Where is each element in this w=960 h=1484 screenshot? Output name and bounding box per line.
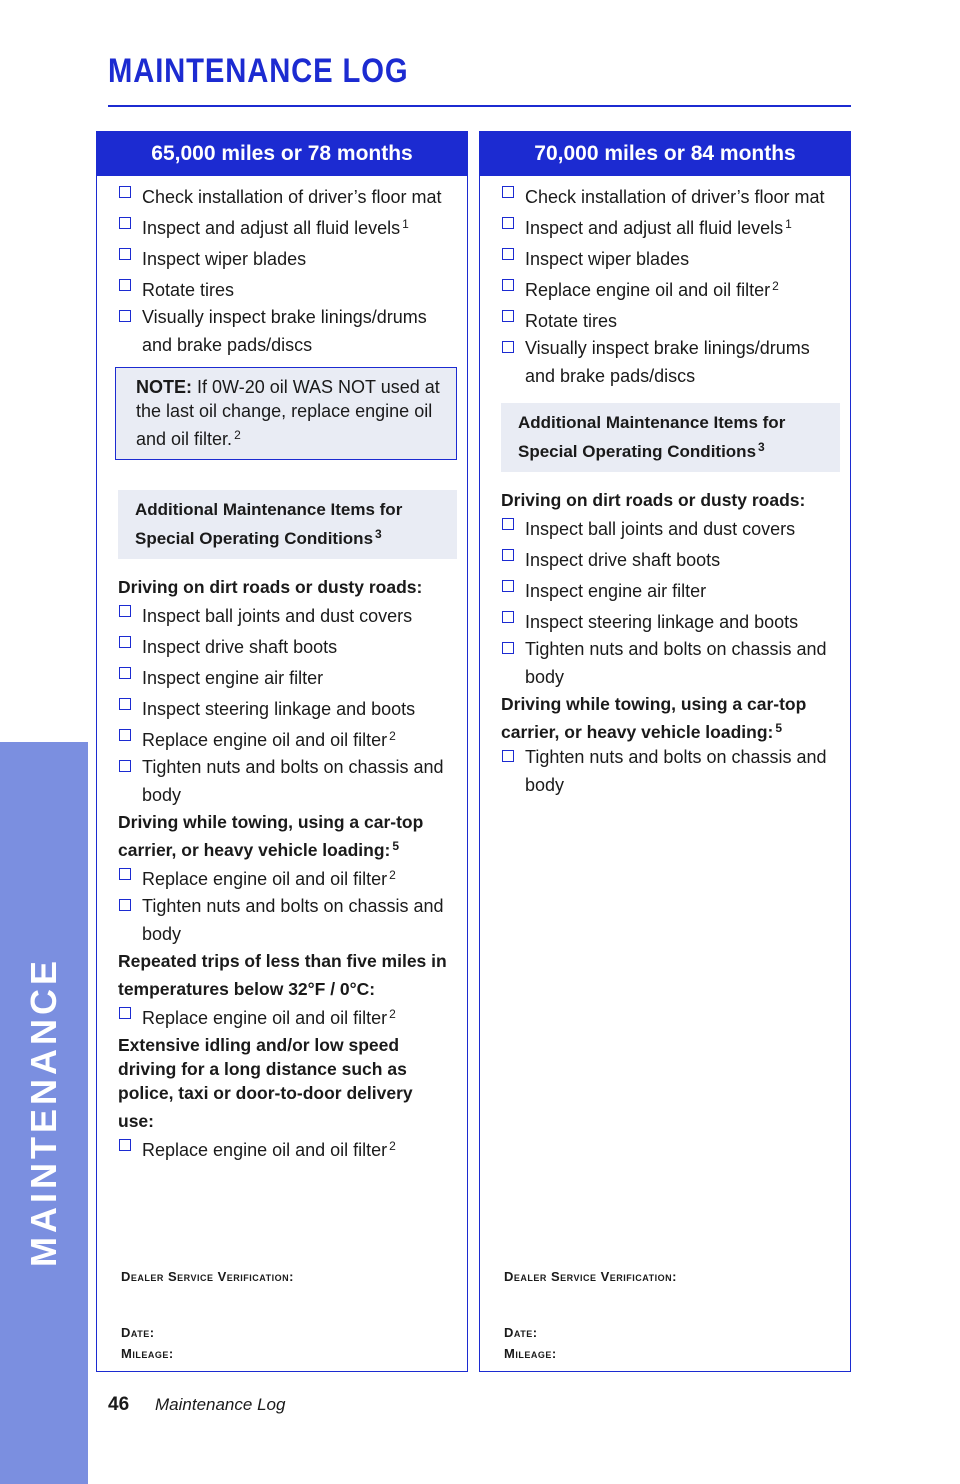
dealer-verification-label: Dealer Service Verification: <box>121 1269 294 1284</box>
date-label: Date: <box>504 1325 538 1340</box>
checkbox[interactable] <box>119 698 131 710</box>
checklist-item-text: Rotate tires <box>142 280 235 300</box>
condition-title: Driving while towing, using a car-top carrier, or heavy vehicle loading: <box>501 694 807 742</box>
checklist-item-text: Inspect ball joints and dust covers <box>525 519 796 539</box>
date-label: Date: <box>121 1325 155 1340</box>
condition-heading <box>501 484 834 512</box>
condition-heading <box>501 692 834 744</box>
checkbox[interactable] <box>119 217 131 229</box>
checklist-item-text: Inspect and adjust all fluid levels <box>142 218 401 238</box>
checklist <box>501 181 834 388</box>
checkbox[interactable] <box>119 729 131 741</box>
mileage-label: Mileage: <box>504 1346 557 1361</box>
footer-section-label: Maintenance Log <box>155 1395 286 1414</box>
checklist-item <box>118 600 451 628</box>
footnote-ref: 2 <box>389 1007 396 1021</box>
checkbox[interactable] <box>119 667 131 679</box>
additional-items-title: Additional Maintenance Items for Special Operating Conditions <box>518 413 786 461</box>
footnote-ref: 2 <box>772 279 779 293</box>
additional-items-footnote: 3 <box>375 527 382 541</box>
checklist-item <box>118 631 451 659</box>
checkbox[interactable] <box>119 760 131 772</box>
checklist-item-text: Inspect steering linkage and boots <box>525 612 799 632</box>
checklist-item-text: Inspect ball joints and dust covers <box>142 606 413 626</box>
checkbox[interactable] <box>119 868 131 880</box>
checkbox[interactable] <box>119 636 131 648</box>
checklist-item-text: Rotate tires <box>525 311 618 331</box>
additional-items-footnote: 3 <box>758 440 765 454</box>
checklist-item-text: Replace engine oil and oil filter <box>142 869 388 889</box>
checkbox[interactable] <box>502 642 514 654</box>
checklist-item-text: Inspect and adjust all fluid levels <box>525 218 784 238</box>
checklist-item-text: Check installation of driver’s floor mat <box>525 187 825 207</box>
condition-heading <box>118 810 451 862</box>
checklist-item-text: Inspect steering linkage and boots <box>142 699 416 719</box>
conditions <box>118 571 451 1162</box>
checklist-item-text: Tighten nuts and bolts on chassis and body <box>142 757 444 805</box>
dealer-verification-label: Dealer Service Verification: <box>504 1269 677 1284</box>
checklist-item-text: Inspect wiper blades <box>142 249 307 269</box>
checkbox[interactable] <box>119 1139 131 1151</box>
footnote-ref: 2 <box>389 1139 396 1153</box>
checklist-item <box>501 181 834 209</box>
checkbox[interactable] <box>119 279 131 291</box>
checkbox[interactable] <box>502 186 514 198</box>
checkbox[interactable] <box>502 217 514 229</box>
checklist-item-text: Replace engine oil and oil filter <box>142 1140 388 1160</box>
footnote-ref: 1 <box>402 217 409 231</box>
checklist-item-text: Replace engine oil and oil filter <box>142 1008 388 1028</box>
checklist-item <box>501 575 834 603</box>
additional-items-heading <box>501 403 840 472</box>
checkbox[interactable] <box>502 310 514 322</box>
checklist-item-text: Inspect engine air filter <box>525 581 707 601</box>
page-title: MAINTENANCE LOG <box>108 52 409 90</box>
checklist-item <box>118 212 451 240</box>
conditions <box>501 484 834 797</box>
checklist-item <box>118 863 451 891</box>
checklist-item <box>118 1134 451 1162</box>
checklist-item <box>118 1002 451 1030</box>
interval-header: 70,000 miles or 84 months <box>480 132 850 176</box>
checklist-item-text: Inspect engine air filter <box>142 668 324 688</box>
checkbox[interactable] <box>119 899 131 911</box>
checklist-item <box>118 305 451 357</box>
side-tab-label: MAINTENANCE <box>23 957 64 1267</box>
mileage-label: Mileage: <box>121 1346 174 1361</box>
condition-title: Driving on dirt roads or dusty roads: <box>118 577 423 597</box>
checklist-item-text: Replace engine oil and oil filter <box>142 730 388 750</box>
condition-heading <box>118 1033 451 1133</box>
checkbox[interactable] <box>119 248 131 260</box>
checkbox[interactable] <box>502 611 514 623</box>
checklist-item <box>501 274 834 302</box>
checklist-item-text: Tighten nuts and bolts on chassis and body <box>142 896 444 944</box>
checklist-item-text: Inspect drive shaft boots <box>142 637 338 657</box>
checklist-item-text: Inspect wiper blades <box>525 249 690 269</box>
checklist-item <box>501 637 834 689</box>
checkbox[interactable] <box>119 605 131 617</box>
footnote-ref: 1 <box>785 217 792 231</box>
checklist-item-text: Inspect drive shaft boots <box>525 550 721 570</box>
page-number: 46 <box>108 1394 130 1415</box>
footnote-ref: 2 <box>389 868 396 882</box>
checklist-item-text: Check installation of driver’s floor mat <box>142 187 442 207</box>
checklist-item <box>501 305 834 333</box>
checkbox[interactable] <box>502 580 514 592</box>
note-footnote: 2 <box>234 428 241 442</box>
footnote-ref: 2 <box>389 729 396 743</box>
checkbox[interactable] <box>502 518 514 530</box>
condition-title: Driving on dirt roads or dusty roads: <box>501 490 806 510</box>
checklist-item <box>501 243 834 271</box>
checklist-item <box>501 513 834 541</box>
checklist-item <box>501 336 834 388</box>
interval-column-70000 <box>479 131 851 1372</box>
checklist-item-text: Replace engine oil and oil filter <box>525 280 771 300</box>
checklist-item <box>118 662 451 690</box>
condition-title: Repeated trips of less than five miles in temperatures below 32°F / 0°C: <box>118 951 447 999</box>
checklist-item <box>501 745 834 797</box>
oil-note <box>115 367 457 460</box>
checklist-item <box>118 274 451 302</box>
condition-heading <box>118 571 451 599</box>
note-label: NOTE: <box>136 377 192 397</box>
additional-items-heading <box>118 490 457 559</box>
checklist-item <box>501 212 834 240</box>
checklist-item-text: Visually inspect brake linings/drums and brake pads/discs <box>142 307 427 355</box>
checklist-item <box>118 693 451 721</box>
checkbox[interactable] <box>502 341 514 353</box>
checklist-item <box>501 606 834 634</box>
checklist-item <box>118 755 451 807</box>
checklist-item-text: Visually inspect brake linings/drums and brake pads/discs <box>525 338 810 386</box>
note-text: If 0W-20 oil WAS NOT used at the last oil change, replace engine oil and oil filter. <box>136 377 440 449</box>
checklist-item <box>118 243 451 271</box>
title-rule <box>108 105 851 107</box>
checklist-item <box>118 181 451 209</box>
additional-items-title: Additional Maintenance Items for Special Operating Conditions <box>135 500 403 548</box>
checklist-item <box>501 544 834 572</box>
interval-column-65000 <box>96 131 468 1372</box>
footnote-ref: 5 <box>775 721 783 735</box>
condition-title: Extensive idling and/or low speed driving for a long distance such as police, taxi or door-to-door delivery use: <box>118 1035 413 1131</box>
checklist-item <box>118 724 451 752</box>
checklist-item <box>118 894 451 946</box>
condition-heading <box>118 949 451 1001</box>
checkbox[interactable] <box>502 248 514 260</box>
checkbox[interactable] <box>119 1007 131 1019</box>
checkbox[interactable] <box>502 750 514 762</box>
checkbox[interactable] <box>119 186 131 198</box>
interval-header: 65,000 miles or 78 months <box>97 132 467 176</box>
checklist <box>118 181 451 357</box>
condition-title: Driving while towing, using a car-top carrier, or heavy vehicle loading: <box>118 812 424 860</box>
checklist-item-text: Tighten nuts and bolts on chassis and body <box>525 639 827 687</box>
checkbox[interactable] <box>502 549 514 561</box>
checklist-item-text: Tighten nuts and bolts on chassis and body <box>525 747 827 795</box>
footnote-ref: 5 <box>392 839 400 853</box>
checkbox[interactable] <box>502 279 514 291</box>
checkbox[interactable] <box>119 310 131 322</box>
